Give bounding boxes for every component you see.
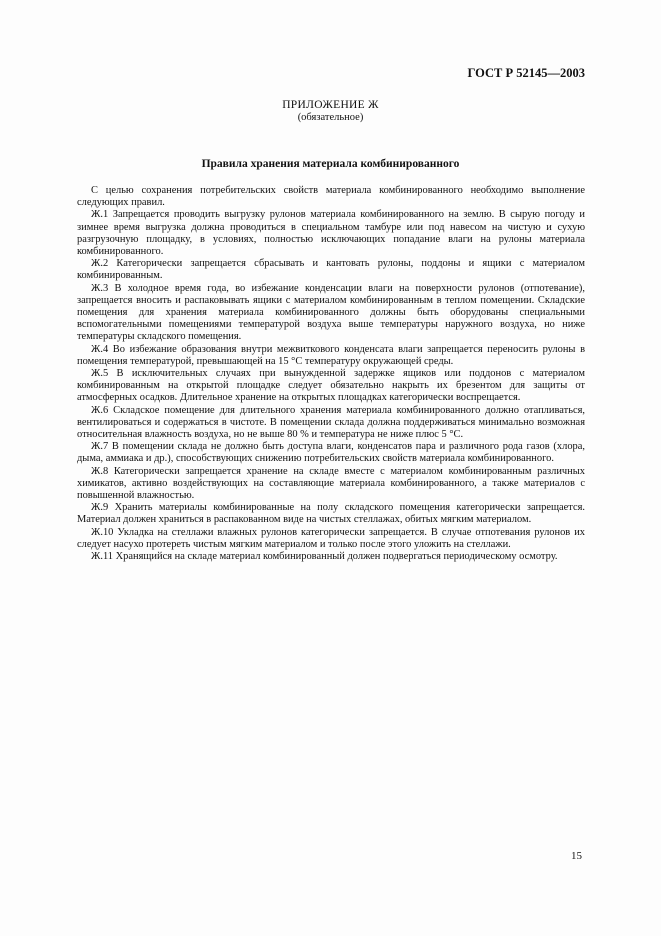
section-title: Правила хранения материала комбинированного: [201, 158, 460, 170]
appendix-subtitle: (обязательное): [297, 111, 364, 123]
appendix-heading: [0, 99, 661, 124]
paragraph-zh3: Ж.3 В холодное время года, во избежание конденсации влаги на поверхности рулонов (отпотевание), запрещается вносить и распаковывать ящики с материалом комбинированным в теплом помещении. Складские помещения для хранения материала комбинированного должны быть оборудованы специальными вспомогательными помещениями температурой воздуха выше температуры наружного воздуха, но ниже температуры складского помещения.: [77, 282, 585, 343]
paragraph-zh6: Ж.6 Складское помещение для длительного хранения материала комбинированного должно отапливаться, вентилироваться и содержаться в чистоте. В помещении склада должна поддерживаться минимально возможная относительная влажность воздуха, но не выше 80 % и температура не ниже плюс 5 °С.: [77, 404, 585, 441]
paragraph-zh2: Ж.2 Категорически запрещается сбрасывать и кантовать рулоны, поддоны и ящики с материалом комбинированным.: [77, 258, 585, 282]
paragraph-zh5: Ж.5 В исключительных случаях при вынужденной задержке ящиков или поддонов с материалом комбинированным на открытой площадке следует обязательно накрыть их брезентом для защиты от атмосферных осадков. Длительное хранение на открытых площадках категорически воспрещается.: [77, 368, 585, 404]
paragraph-zh8: Ж.8 Категорически запрещается хранение на складе вместе с материалом комбинированным различных химикатов, активно воздействующих на составляющие материала комбинированного, а также материалов с повышенной влажностью.: [77, 465, 585, 502]
paragraph-zh7: Ж.7 В помещении склада не должно быть доступа влаги, конденсатов пара и различного рода газов (хлора, дыма, аммиака и др.), способствующих снижению потребительских свойств материала комбинированного.: [77, 441, 585, 465]
paragraph-zh10: Ж.10 Укладка на стеллажи влажных рулонов категорически запрещается. В случае отпотевания рулонов их следует насухо протереть чистым мягким материалом и только после этого уложить на стеллажи.: [77, 526, 585, 550]
page-number: 15: [571, 850, 582, 862]
paragraph-intro: С целью сохранения потребительских свойств материала комбинированного необходимо выполнение следующих правил.: [77, 185, 585, 209]
document-body: [77, 185, 585, 563]
paragraph-zh11: Ж.11 Хранящийся на складе материал комбинированный должен подвергаться периодическому осмотру.: [91, 551, 558, 563]
paragraph-zh9: Ж.9 Хранить материалы комбинированные на полу складского помещения категорически запрещается. Материал должен храниться в распакованном виде на чистых стеллажах, обитых мягким материалом.: [77, 502, 585, 526]
paragraph-zh1: Ж.1 Запрещается проводить выгрузку рулонов материала комбинированного на землю. В сырую погоду и зимнее время выгрузка должна проводиться в специальном тамбуре или под навесом на чистую и сухую разгрузочную площадку, в условиях, полностью исключающих попадание влаги на рулоны материала комбинированного.: [77, 209, 585, 258]
document-code: ГОСТ Р 52145—2003: [467, 66, 585, 80]
appendix-title: ПРИЛОЖЕНИЕ Ж: [282, 99, 379, 111]
paragraph-zh4: Ж.4 Во избежание образования внутри межвиткового конденсата влаги запрещается переносить рулоны в помещения температурой, превышающей на 15 °С температуру окружающей среды.: [77, 343, 585, 367]
